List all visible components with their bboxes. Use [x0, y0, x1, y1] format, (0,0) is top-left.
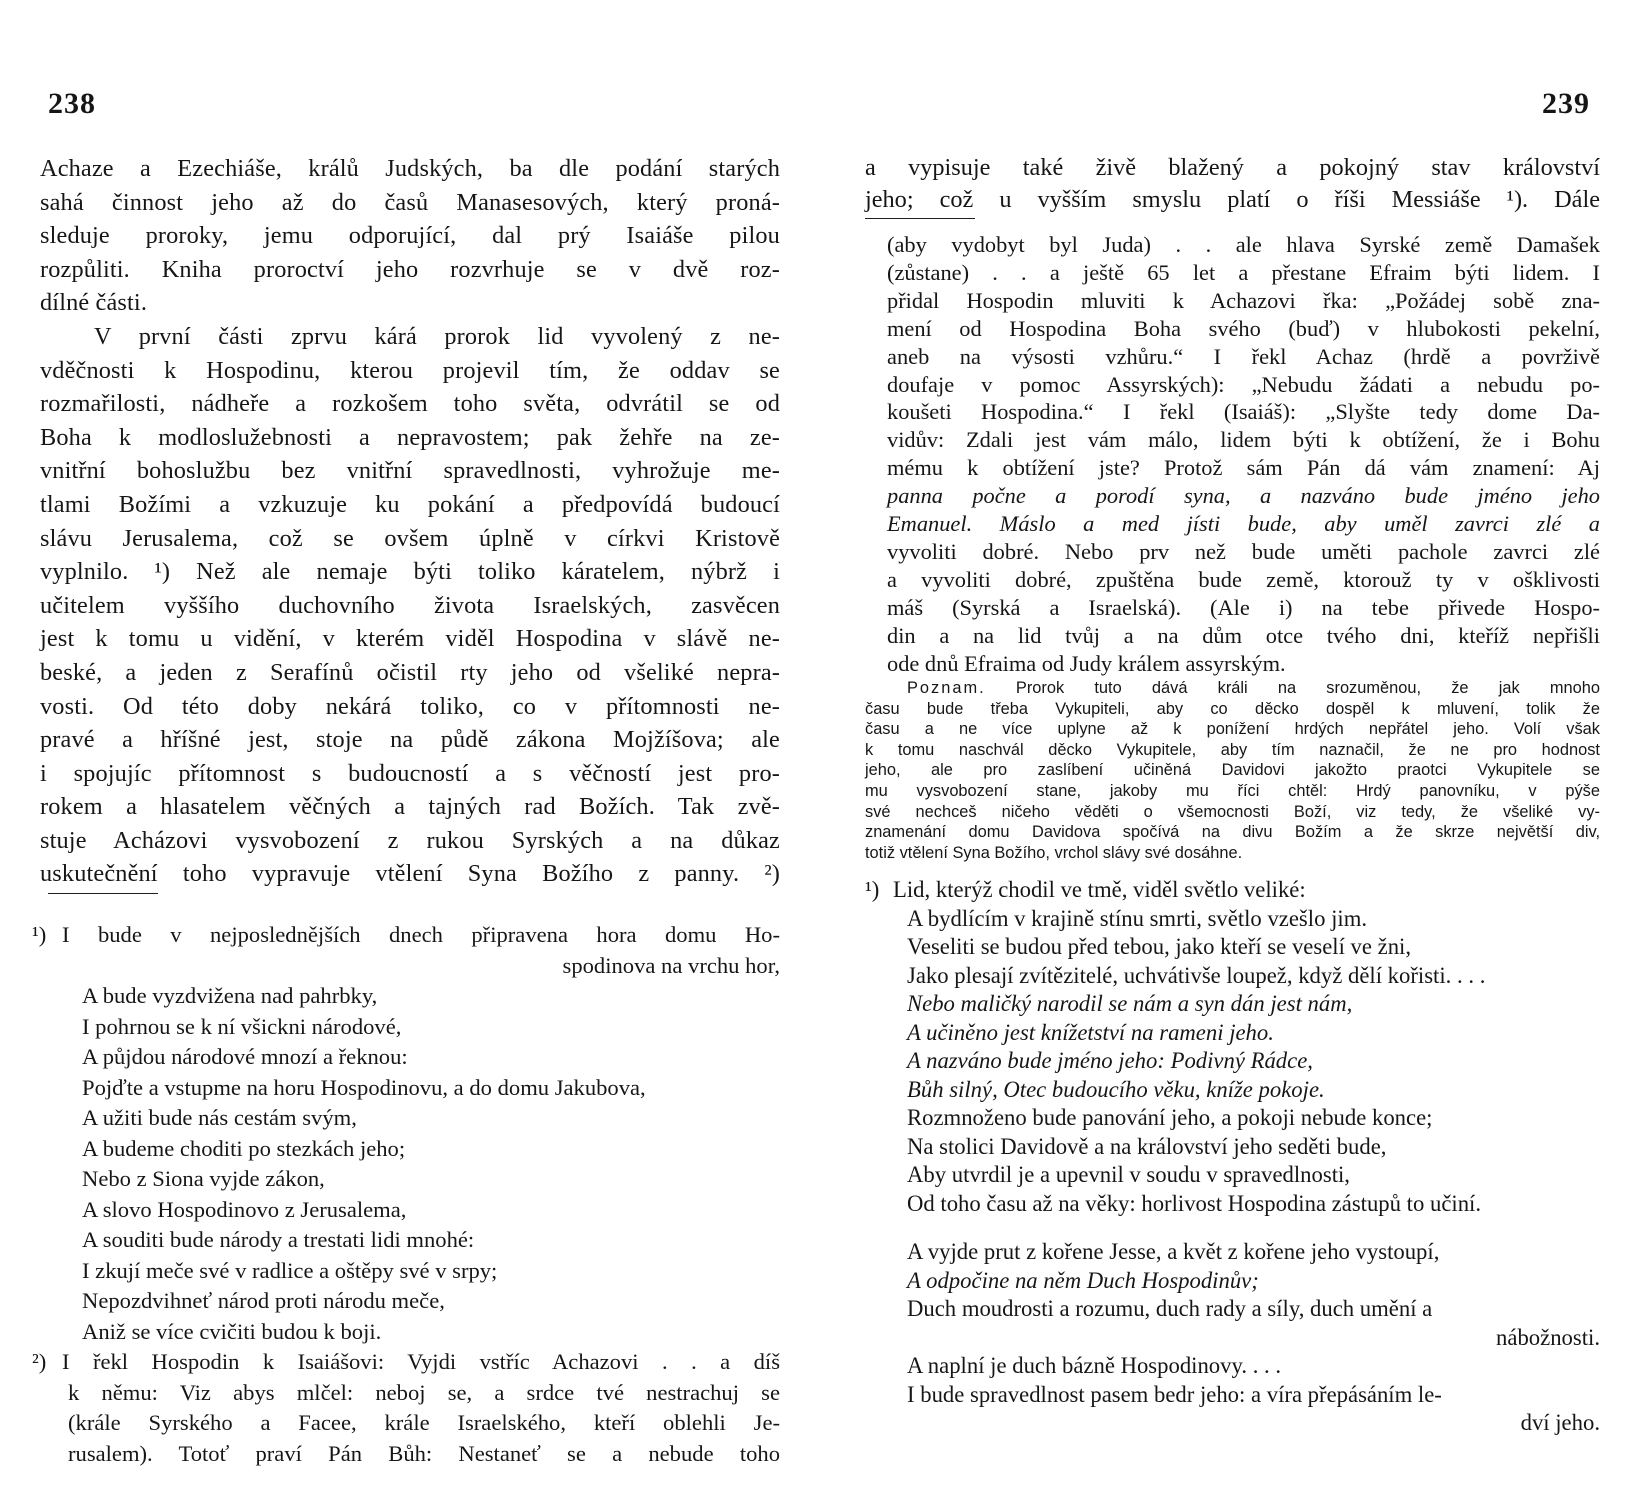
- text-line: V první části zprvu kárá prorok lid vyvolený z ne-: [94, 322, 780, 350]
- verse-line: Jako plesají zvítězitelé, uchvátivše loupež, když dělí kořisti. . . .: [907, 962, 1486, 988]
- text-line: stuje Acházovi vysvobození z rukou Syrských a na důkaz: [40, 826, 780, 854]
- note-line: své nechceš ničeho věděti o všemocnosti Boží, viz tedy, že všeliké vy-: [865, 802, 1600, 821]
- text-line: jest k tomu u vidění, v kterém viděl Hospodina v slávě ne-: [40, 625, 780, 653]
- footnote-2-line: rusalem). Totoť praví Pán Bůh: Nestaneť se a nebude toho: [68, 1440, 780, 1466]
- verse-line: I bude spravedlnost pasem bedr jeho: a víra přepásáním le-: [907, 1381, 1442, 1407]
- footnote-1-line: spodinova na vrchu hor,: [562, 952, 780, 978]
- verse-text: Lid, kterýž chodil ve tmě, viděl světlo veliké:: [893, 877, 1306, 902]
- page-number-left: 238: [48, 87, 96, 120]
- note-line: znamenání domu Davidova spočívá na divu Božím a že skrze největší div,: [865, 823, 1600, 842]
- text-line: uskutečnění toho vypravuje vtělení Syna Božího z panny. ²): [40, 860, 780, 888]
- text-line: pravé a hříšné jest, stoje na půdě zákona Mojžíšova; ale: [40, 726, 780, 754]
- text-line: sleduje proroky, jemu odporující, dal prý Isaiáše pilou: [40, 222, 780, 250]
- footnote-2-line: [32, 1347, 780, 1378]
- verse-line: A vyjde prut z kořene Jesse, a květ z kořene jeho vystoupí,: [907, 1239, 1440, 1264]
- text-line: rokem a hlasatelem věčných a tajných rad Božích. Tak zvě-: [40, 793, 780, 821]
- text-line: beské, a jeden z Serafínů očistil rty jeho od všeliké nepra-: [40, 658, 780, 686]
- footnote-line: doufaje v pomoc Assyrských): „Nebudu žádati a nebudu po-: [887, 371, 1600, 397]
- verse-line: Od toho času až na věky: horlivost Hospodina zástupů to učiní.: [907, 1190, 1482, 1216]
- text-line: učitelem vyššího duchovního života Israelských, zasvěcen: [40, 591, 780, 619]
- footnote-divider: [865, 218, 975, 219]
- footnote-1-number: ¹): [32, 922, 47, 947]
- verse-line: Duch moudrosti a rozumu, duch rady a síly, duch umění a: [907, 1296, 1433, 1321]
- verse-line: A odpočine na něm Duch Hospodinův;: [907, 1267, 1259, 1293]
- right-footnote-continuation: [865, 231, 1600, 678]
- footnote-1-text: I bude v nejposlednějších dnech připravena hora domu Ho-: [62, 922, 780, 947]
- text-line: sahá činnost jeho až do časů Manasesových, který proná-: [40, 188, 780, 216]
- footnote-line: máš (Syrská a Israelská). (Ale i) na tebe přivede Hospo-: [887, 594, 1600, 620]
- text-line: rozpůliti. Kniha proroctví jeho rozvrhuje se v dvě roz-: [40, 255, 780, 283]
- text-line: dílné části.: [40, 289, 148, 317]
- verse-line: Aby utvrdil je a upevnil v soudu v spravedlnosti,: [907, 1162, 1350, 1187]
- left-main-text: [40, 152, 780, 891]
- verse-line: Nebo maličký narodil se nám a syn dán jest nám,: [907, 991, 1353, 1016]
- footnote-line: aneb na výsosti vzhůru.“ I řekl Achaz (hrdě a povrživě: [887, 343, 1600, 369]
- note-line: [865, 678, 1600, 699]
- note-line: času bude třeba Vykupiteli, aby co děcko dospěl k mluvení, tolik že: [865, 699, 1600, 718]
- footnote-line: Emanuel. Máslo a med jísti bude, aby uměl zavrci zlé a: [887, 511, 1600, 537]
- verse-line: I pohrnou se k ní všickni národové,: [82, 1013, 402, 1039]
- note-text: Prorok tuto dává králi na srozuměnou, že jak mnoho: [1015, 679, 1600, 697]
- verse-line: A nazváno bude jméno jeho: Podivný Rádce,: [907, 1048, 1313, 1073]
- text-line: Boha k modloslužebnosti a nepravostem; pak žehře na ze-: [40, 423, 780, 451]
- right-footnote-poem: [865, 876, 1600, 1438]
- verse-line: dví jeho.: [1520, 1410, 1600, 1435]
- footnote-2-number: ²): [32, 1349, 47, 1374]
- verse-line: Na stolici Davidově a na království jeho seděti bude,: [907, 1133, 1387, 1159]
- text-line: i spojujíc přítomnost s budoucností a s věčností jest pro-: [40, 759, 780, 787]
- text-line: tlami Božími a vzkuzuje ku pokání a předpovídá budoucí: [40, 490, 780, 518]
- poznamka-note: [865, 678, 1600, 863]
- right-page: [865, 0, 1600, 1500]
- footnote-line: vyvoliti dobré. Nebo prv než bude uměti pachole zavrci zlé: [887, 538, 1600, 564]
- footnote-line: din a na lid tvůj a na dům otce tvého dni, kteříž nepřišli: [887, 622, 1600, 648]
- note-line: jeho, ale pro zaslíbení učiněná Davidovi jakožto praotci Vykupitele se: [865, 761, 1600, 780]
- footnote-2-line: k němu: Viz abys mlčel: neboj se, a srdce tvé nestrachuj se: [68, 1379, 780, 1405]
- footnote-line: ode dnů Efraima od Judy králem assyrským.: [887, 650, 1286, 676]
- text-line: jeho; což u vyšším smyslu platí o říši Messiáše ¹). Dále: [865, 185, 1600, 213]
- text-line: rozmařilosti, nádheře a rozkošem toho světa, odvrátil se od: [40, 390, 780, 418]
- footnote-line: panna počne a porodí syna, a nazváno bude jméno jeho: [887, 483, 1600, 509]
- footnote-line: vidův: Zdali jest vám málo, lidem býti k obtížení, že i Bohu: [887, 427, 1600, 453]
- footnote-2-text: I řekl Hospodin k Isaiášovi: Vyjdi vstříc Achazovi . . a díš: [62, 1349, 780, 1374]
- text-line: Achaze a Ezechiáše, králů Judských, ba dle podání starých: [40, 155, 780, 182]
- footnote-line: a vyvoliti dobré, zpuštěna bude země, ktorouž ty v ošklivosti: [887, 566, 1600, 592]
- verse-line: I zkují meče své v radlice a oštěpy své v srpy;: [82, 1257, 498, 1283]
- left-footnotes: [32, 920, 780, 1469]
- verse-line: [865, 876, 1600, 905]
- verse-line: A užiti bude nás cestám svým,: [82, 1105, 357, 1130]
- verse-line: Nepozdvihneť národ proti národu meče,: [82, 1288, 445, 1313]
- note-line: totiž vtělení Syna Božího, vrchol slávy své dosáhne.: [865, 843, 1243, 862]
- verse-line: A bude vyzdvižena nad pahrbky,: [82, 983, 378, 1008]
- footnote-line: (zůstane) . . a ještě 65 let a přestane Efraim býti lidem. I: [887, 259, 1600, 285]
- verse-line: nábožnosti.: [1496, 1324, 1600, 1350]
- text-line: a vypisuje také živě blažený a pokojný stav království: [865, 154, 1600, 181]
- page-number-right: 239: [1542, 87, 1590, 120]
- verse-line: A půjdou národové mnozí a řeknou:: [82, 1044, 408, 1069]
- verse-line: A souditi bude národy a trestati lidi mnohé:: [82, 1227, 475, 1252]
- verse-line: A slovo Hospodinovo z Jerusalema,: [82, 1196, 407, 1222]
- stanza-gap: [865, 1218, 1600, 1238]
- verse-line: A učiněno jest knížetství na rameni jeho.: [907, 1019, 1274, 1045]
- right-main-text: [865, 152, 1600, 215]
- left-page: [32, 0, 780, 1500]
- footnote-divider: [48, 893, 158, 894]
- footnote-2-line: (krále Syrského a Facee, krále Israelského, kteří oblehli Je-: [68, 1410, 780, 1435]
- verse-line: A naplní je duch bázně Hospodinovy. . . .: [907, 1353, 1282, 1378]
- verse-line: Nebo z Siona vyjde zákon,: [82, 1166, 325, 1191]
- footnote-line: přidal Hospodin mluviti k Achazovi řka: „Požádej sobě zna-: [887, 287, 1600, 313]
- footnote-1-line: [32, 920, 780, 951]
- verse-line: Pojďte a vstupme na horu Hospodinovu, a do domu Jakubova,: [82, 1074, 646, 1100]
- text-line: vyplnilo. ¹) Než ale nemaje býti toliko káratelem, nýbrž i: [40, 558, 780, 586]
- note-line: k tomu naschvál děcko Vykupitele, aby tím naznačil, že ne pro hodnost: [865, 740, 1600, 759]
- footnote-line: (aby vydobyt byl Juda) . . ale hlava Syrské země Damašek: [887, 232, 1600, 257]
- text-line: slávu Jerusalema, což se ovšem úplně v církvi Kristově: [40, 524, 780, 552]
- footnote-line: koušeti Hospodina.“ I řekl (Isaiáš): „Slyšte tedy dome Da-: [887, 399, 1600, 425]
- verse-line: A budeme choditi po stezkách jeho;: [82, 1135, 406, 1161]
- text-line: vnitřní bohoslužbu bez vnitřní spravedlnosti, vyhrožuje me-: [40, 457, 780, 485]
- note-label: Poznam.: [907, 679, 986, 697]
- verse-line: Aniž se více cvičiti budou k boji.: [82, 1318, 382, 1344]
- verse-line: A bydlícím v krajině stínu smrti, světlo vzešlo jim.: [907, 905, 1368, 931]
- verse-line: Rozmnoženo bude panování jeho, a pokoji nebude konce;: [907, 1105, 1433, 1130]
- verse-line: Bůh silný, Otec budoucího věku, kníže pokoje.: [907, 1076, 1325, 1102]
- text-line: vosti. Od této doby nekárá toliko, co v přítomnosti ne-: [40, 692, 780, 720]
- poem-footnote-number: ¹): [865, 877, 880, 902]
- footnote-line: mému k obtížení jste? Protož sám Pán dá vám znamení: Aj: [887, 455, 1600, 481]
- text-line: vděčnosti k Hospodinu, kterou projevil tím, že oddav se: [40, 356, 780, 384]
- footnote-line: mení od Hospodina Boha svého (buď) v hlubokosti pekelní,: [887, 315, 1600, 341]
- verse-line: Veseliti se budou před tebou, jako kteří se veselí ve žni,: [907, 934, 1412, 959]
- note-line: mu vysvobození stane, jakoby mu říci chtěl: Hrdý panovníku, v pýše: [865, 781, 1600, 800]
- note-line: času a ne více uplyne až k ponížení hrdých nepřátel jeho. Volí však: [865, 720, 1600, 739]
